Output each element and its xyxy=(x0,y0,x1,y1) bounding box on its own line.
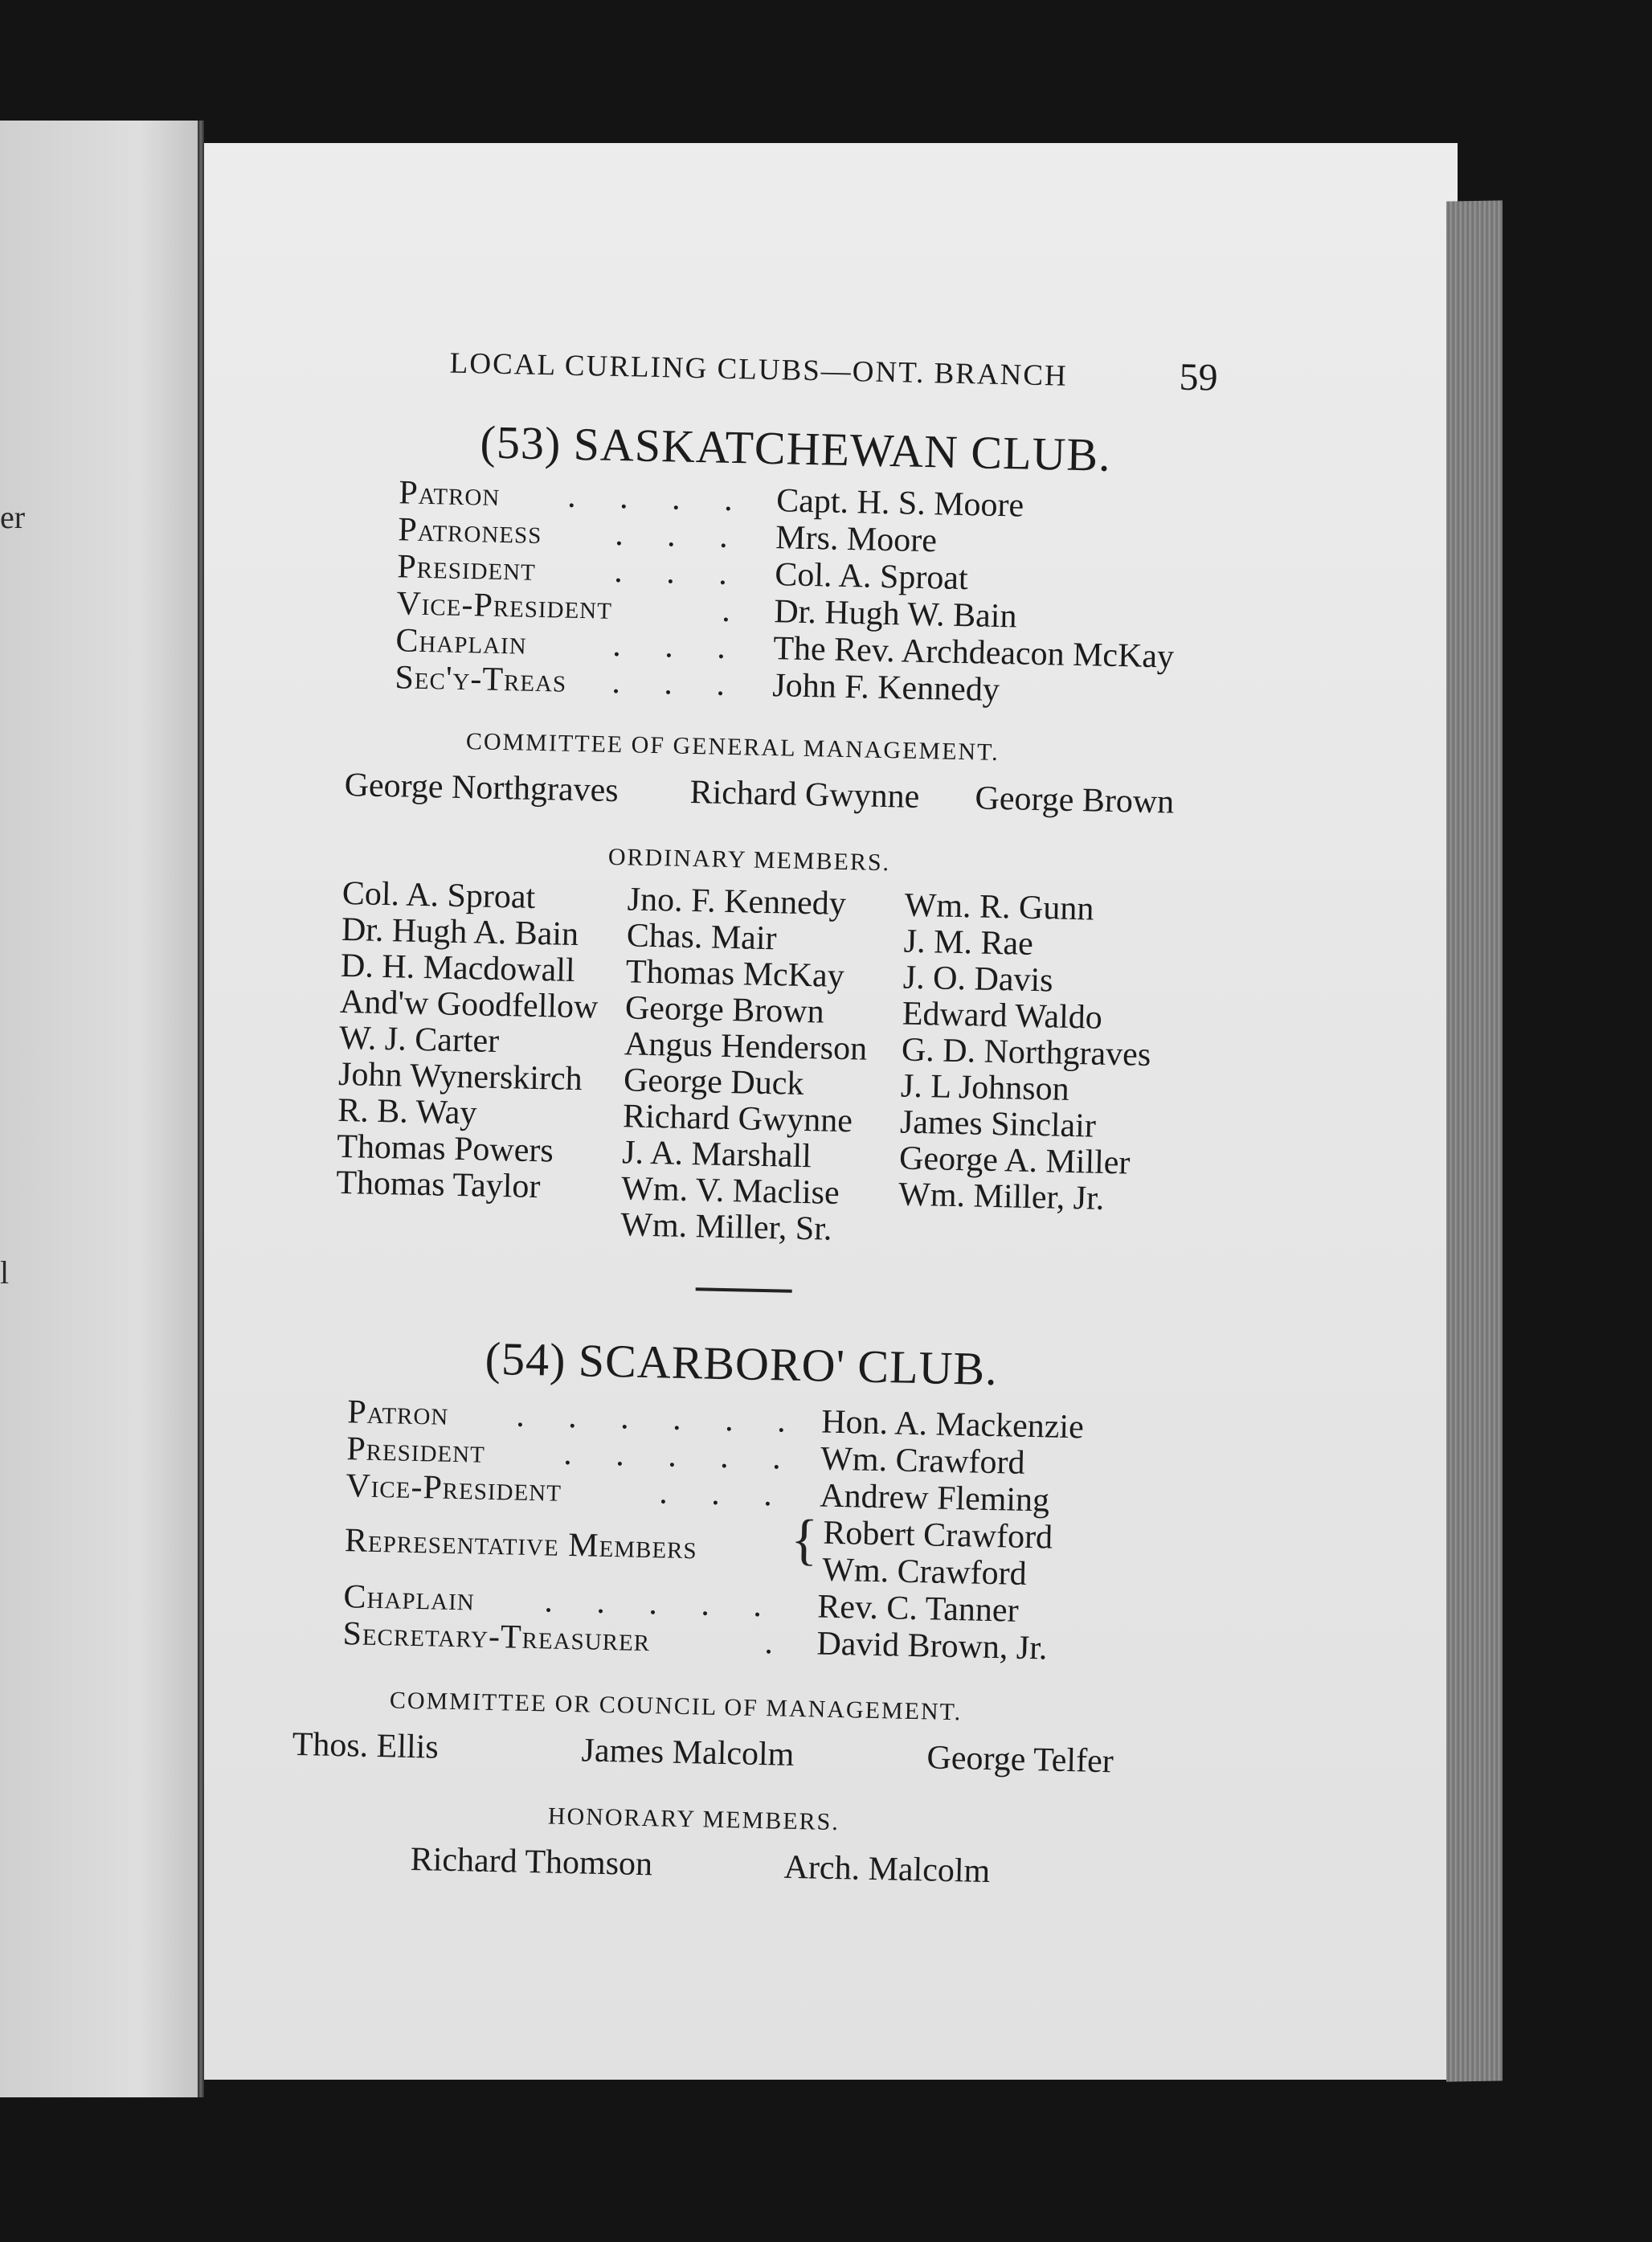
club-title: (53) SASKATCHEWAN CLUB. xyxy=(480,415,1112,481)
officer-name: Wm. Crawford xyxy=(821,1551,1028,1593)
member-name: Dr. Hugh A. Bain xyxy=(341,910,579,954)
officer-role: Chaplain xyxy=(395,622,528,662)
leader-dots: . . . xyxy=(658,1474,791,1514)
member-name: Edward Waldo xyxy=(902,995,1103,1037)
member-name: W. J. Carter xyxy=(338,1019,500,1061)
committee-member: George Brown xyxy=(975,779,1175,821)
officer-role: Sec'y-Treas xyxy=(395,659,567,700)
member-name: J. M. Rae xyxy=(903,923,1034,963)
left-page-fragment: er xyxy=(0,499,26,535)
officer-role: Secretary-Treasurer xyxy=(342,1615,651,1659)
committee-member: James Malcolm xyxy=(581,1732,795,1774)
officer-role: Representative Members xyxy=(344,1522,698,1567)
officer-role: Chaplain xyxy=(343,1578,476,1618)
section-divider-rule xyxy=(696,1287,792,1293)
committee-member: George Northgraves xyxy=(344,766,620,810)
officer-name: Robert Crawford xyxy=(822,1514,1053,1557)
officer-role: Patron xyxy=(346,1393,449,1433)
committee-heading: COMMITTEE OF GENERAL MANAGEMENT. xyxy=(465,728,1000,766)
officer-role: President xyxy=(346,1430,486,1471)
officer-name: Capt. H. S. Moore xyxy=(775,482,1024,525)
leader-dots: . xyxy=(721,591,749,630)
member-name: Richard Gwynne xyxy=(622,1098,853,1140)
member-name: J. L Johnson xyxy=(900,1067,1070,1108)
member-name: R. B. Way xyxy=(337,1091,477,1132)
leader-dots: . . . . . . xyxy=(515,1397,804,1441)
member-name: George A. Miller xyxy=(898,1139,1131,1182)
member-name: Wm. R. Gunn xyxy=(904,886,1094,928)
honorary-member: Arch. Malcolm xyxy=(783,1848,991,1891)
member-name: J. O. Davis xyxy=(902,959,1053,1000)
leader-dots: . . . . . xyxy=(544,1582,780,1625)
committee-member: Richard Gwynne xyxy=(689,773,920,816)
member-name: John Wynerskirch xyxy=(337,1055,583,1098)
leader-dots: . xyxy=(764,1624,791,1662)
leader-dots: . . . . . xyxy=(562,1434,799,1477)
officer-name: Col. A. Sproat xyxy=(774,556,969,598)
leader-dots: . . . xyxy=(614,515,746,556)
officer-role: Patron xyxy=(398,474,501,513)
officer-name: Dr. Hugh W. Bain xyxy=(773,593,1017,636)
club-title: (54) SCARBORO' CLUB. xyxy=(485,1332,999,1396)
officer-name: The Rev. Archdeacon McKay xyxy=(772,630,1175,676)
officer-name: Wm. Crawford xyxy=(820,1440,1025,1482)
leader-dots: . . . xyxy=(611,663,743,704)
brace-icon: { xyxy=(790,1508,819,1572)
honorary-member: Richard Thomson xyxy=(410,1840,653,1884)
running-head: LOCAL CURLING CLUBS—ONT. BRANCH xyxy=(449,346,1069,393)
member-name: Thomas Taylor xyxy=(335,1164,541,1206)
member-name: D. H. Macdowall xyxy=(340,947,576,989)
page-number: 59 xyxy=(1179,355,1219,399)
member-name: Angus Henderson xyxy=(624,1025,868,1068)
officer-name: Hon. A. Mackenzie xyxy=(820,1403,1085,1446)
officer-role: Vice-President xyxy=(395,585,613,627)
committee-member: George Telfer xyxy=(926,1739,1114,1781)
member-name: Wm. V. Maclise xyxy=(620,1170,840,1212)
officer-role: Patroness xyxy=(397,511,542,552)
member-name: James Sinclair xyxy=(899,1103,1097,1145)
leader-dots: . . . . xyxy=(566,477,751,519)
officer-role: Vice-President xyxy=(345,1467,562,1509)
leader-dots: . . . xyxy=(613,552,746,593)
honorary-members-heading: HONORARY MEMBERS. xyxy=(547,1802,840,1836)
member-name: Chas. Mair xyxy=(626,917,777,958)
member-name: Thomas McKay xyxy=(625,953,845,996)
officer-name: Mrs. Moore xyxy=(775,519,938,560)
leader-dots: . . . xyxy=(611,626,744,667)
member-name: G. D. Northgraves xyxy=(901,1031,1151,1074)
officer-name: John F. Kennedy xyxy=(771,667,1000,709)
member-name: George Brown xyxy=(624,989,825,1031)
committee-member: Thos. Ellis xyxy=(292,1725,440,1766)
member-name: J. A. Marshall xyxy=(621,1134,812,1176)
officer-name: Rev. C. Tanner xyxy=(816,1588,1020,1630)
ordinary-members-heading: ORDINARY MEMBERS. xyxy=(607,843,891,877)
officer-name: Andrew Fleming xyxy=(819,1477,1050,1520)
member-name: Wm. Miller, Sr. xyxy=(620,1206,832,1248)
officer-role: President xyxy=(396,548,537,588)
committee-heading: COMMITTEE OR COUNCIL OF MANAGEMENT. xyxy=(389,1687,963,1726)
member-name: And'w Goodfellow xyxy=(339,983,599,1026)
officer-name: David Brown, Jr. xyxy=(816,1625,1048,1667)
member-name: Wm. Miller, Jr. xyxy=(898,1176,1105,1217)
member-name: George Duck xyxy=(623,1062,804,1103)
member-name: Col. A. Sproat xyxy=(341,874,536,916)
member-name: Jno. F. Kennedy xyxy=(627,881,847,923)
member-name: Thomas Powers xyxy=(336,1127,554,1170)
left-page-fragment: l xyxy=(0,1254,10,1291)
